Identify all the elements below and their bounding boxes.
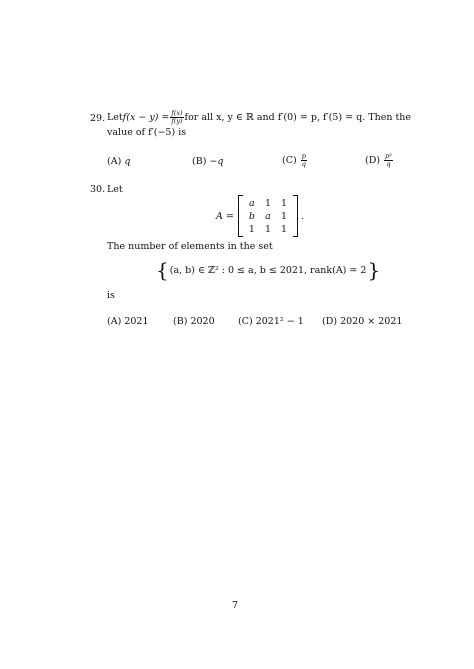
- page-number: 7: [232, 600, 239, 611]
- option-label: (C): [282, 155, 297, 166]
- q29-fraction: [170, 110, 183, 125]
- matrix-cell: a: [249, 197, 255, 209]
- option-value: 2020 × 2021: [340, 316, 403, 327]
- option-numerator: p²: [385, 152, 392, 160]
- option-label: (B): [173, 316, 188, 327]
- set-body: (a, b) ∈ ℤ² : 0 ≤ a, b ≤ 2021, rank(A) = 2: [169, 264, 367, 276]
- matrix-cell: b: [248, 210, 255, 222]
- option-denominator: q: [301, 160, 306, 168]
- option-label: (A): [107, 316, 122, 327]
- option-denominator: q: [386, 160, 391, 168]
- option-label: (D): [322, 316, 338, 327]
- option-fraction: [301, 153, 307, 168]
- option-value: 2021: [124, 316, 149, 327]
- q30-option-d: [322, 316, 402, 327]
- matrix-cell: 1: [280, 197, 288, 209]
- option-value: −q: [209, 156, 224, 167]
- option-fraction: [384, 153, 393, 168]
- q29-option-b: [192, 156, 223, 167]
- left-brace: {: [156, 258, 169, 282]
- option-value: q: [124, 156, 131, 167]
- matrix-row: [244, 223, 292, 236]
- matrix-body: [244, 197, 292, 236]
- q29-stem-line1: [107, 110, 411, 125]
- q29-option-d: [365, 153, 394, 168]
- matrix-cell: 1: [264, 197, 271, 209]
- q30-option-b: [173, 316, 215, 327]
- q29-frac-numerator: f(x): [171, 109, 183, 117]
- q30-option-a: [107, 316, 149, 327]
- q29-frac-denominator: f(y): [171, 117, 183, 125]
- option-label: (C): [238, 316, 253, 327]
- q30-set-expression: [156, 259, 380, 281]
- q29-number: 29.: [90, 113, 106, 124]
- q30-option-c: [238, 316, 304, 327]
- q30-matrix-equation: [216, 195, 304, 237]
- option-label: (A): [107, 156, 122, 167]
- q30-sentence: The number of elements in the set: [107, 241, 273, 252]
- q30-number: 30.: [90, 184, 106, 195]
- q29-stem-rest: for all x, y ∈ ℝ and f′(0) = p, f′(5) = q. Then the: [184, 112, 412, 123]
- q29-stem-let: Let: [107, 112, 123, 123]
- matrix-cell: 1: [280, 210, 288, 222]
- matrix-row: [244, 197, 292, 210]
- option-label: (B): [192, 156, 207, 167]
- q29-stem-line2: value of f′(−5) is: [107, 127, 187, 138]
- matrix-period: .: [301, 210, 305, 222]
- matrix-cell: a: [265, 210, 271, 222]
- matrix-row: [244, 210, 292, 223]
- q29-option-c: [282, 153, 308, 168]
- right-brace: }: [367, 258, 381, 282]
- option-numerator: p: [301, 152, 306, 160]
- q29-option-a: [107, 156, 130, 167]
- option-label: (D): [365, 155, 381, 166]
- option-value: 2021² − 1: [255, 316, 304, 327]
- option-value: 2020: [190, 316, 215, 327]
- q29-stem-fxy: f(x − y) =: [122, 112, 170, 123]
- matrix-cell: 1: [248, 223, 255, 235]
- matrix-A: [238, 195, 298, 237]
- matrix-lhs: A =: [216, 210, 234, 222]
- left-bracket: [238, 195, 243, 237]
- right-bracket: [293, 195, 298, 237]
- q30-stem: Let: [107, 184, 123, 195]
- q30-is: is: [107, 290, 115, 301]
- matrix-cell: 1: [264, 223, 271, 235]
- matrix-cell: 1: [280, 223, 288, 235]
